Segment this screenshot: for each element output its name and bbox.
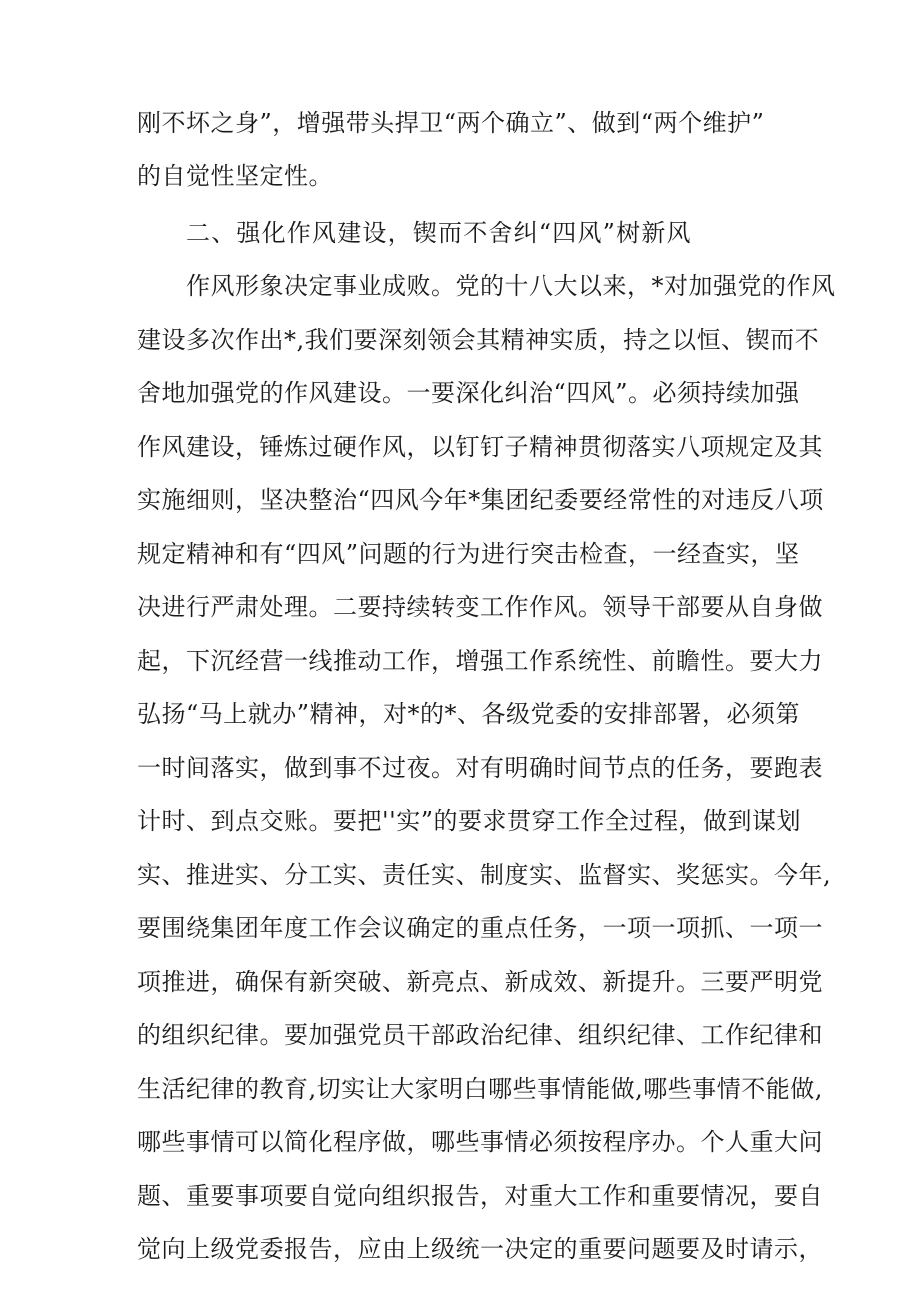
text-line: 建设多次作出*,我们要深刻领会其精神实质，持之以恒、锲而不 xyxy=(137,326,820,354)
text-line: 计时、到点交账。要把''实”的要求贯穿工作全过程，做到谋划 xyxy=(137,807,801,835)
text-line: 实施细则，坚决整治“四风今年*集团纪委要经常性的对违反八项 xyxy=(137,486,824,514)
text-line: 一时间落实，做到事不过夜。对有明确时间节点的任务，要跑表 xyxy=(137,754,823,782)
text-line: 题、重要事项要自觉向组织报告，对重大工作和重要情况，要自 xyxy=(137,1182,823,1210)
paragraph-first-line: 作风形象决定事业成败。党的十八大以来，*对加强党的作风 xyxy=(186,272,836,300)
text-line: 生活纪律的教育,切实让大家明白哪些事情能做,哪些事情不能做, xyxy=(137,1075,823,1103)
text-line: 觉向上级党委报告，应由上级统一决定的重要问题要及时请示， xyxy=(137,1235,823,1263)
text-line: 哪些事情可以简化程序做，哪些事情必须按程序办。个人重大问 xyxy=(137,1128,823,1156)
text-line: 的自觉性坚定性。 xyxy=(137,162,333,190)
text-line: 起，下沉经营一线推动工作，增强工作系统性、前瞻性。要大力 xyxy=(137,647,823,675)
text-line: 实、推进实、分工实、责任实、制度实、监督实、奖惩实。今年, xyxy=(137,861,832,889)
text-line: 规定精神和有“四风”问题的行为进行突击检查，一经查实，坚 xyxy=(137,540,800,568)
text-line: 舍地加强党的作风建设。一要深化纠治“四风”。必须持续加强 xyxy=(137,379,800,407)
text-line: 弘扬“马上就办”精神，对*的*、各级党委的安排部署，必须第 xyxy=(137,700,801,728)
text-line: 项推进，确保有新突破、新亮点、新成效、新提升。三要严明党 xyxy=(137,968,823,996)
text-line: 的组织纪律。要加强党员干部政治纪律、组织纪律、工作纪律和 xyxy=(137,1021,823,1049)
text-line: 刚不坏之身”，增强带头捍卫“两个确立”、做到“两个维护” xyxy=(137,109,765,137)
text-line: 决进行严肃处理。二要持续转变工作作风。领导干部要从自身做 xyxy=(137,593,823,621)
text-line: 作风建设，锤炼过硬作风，以钉钉子精神贯彻落实八项规定及其 xyxy=(137,433,823,461)
section-heading: 二、强化作风建设，锲而不舍纠“四风”树新风 xyxy=(186,219,692,247)
text-line: 要围绕集团年度工作会议确定的重点任务，一项一项抓、一项一 xyxy=(137,914,823,942)
